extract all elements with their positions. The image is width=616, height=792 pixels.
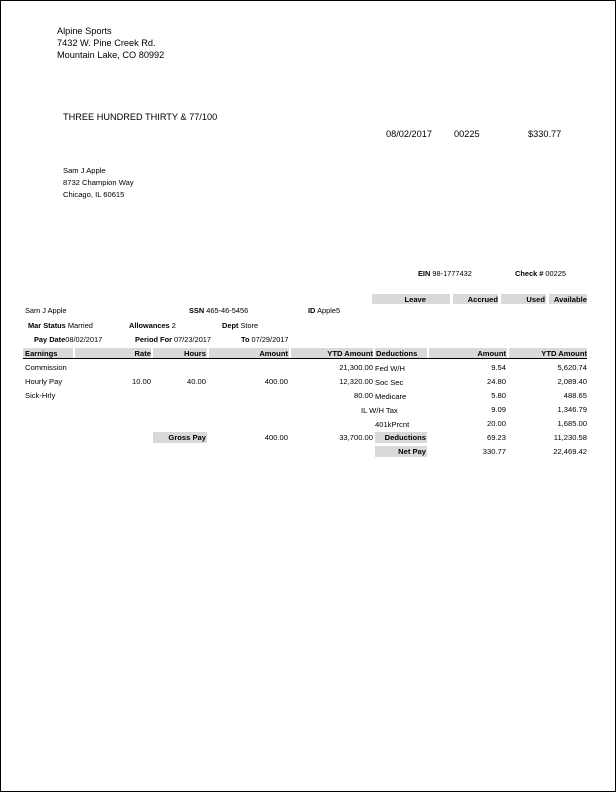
rate-header: Rate — [134, 349, 151, 358]
check-no-line — [515, 269, 566, 278]
id-line — [308, 306, 340, 315]
to-value: 07/29/2017 — [251, 335, 289, 344]
hours-header: Hours — [184, 349, 206, 358]
earning-amount: 400.00 — [264, 377, 288, 386]
period-for-value: 07/23/2017 — [174, 335, 212, 344]
ssn-line — [189, 306, 248, 315]
deduction-ytd: 2,089.40 — [557, 377, 587, 386]
deduction-ytd: 1,346.79 — [557, 405, 587, 414]
deduction-amount: 5.80 — [491, 391, 506, 400]
net-pay-label: Net Pay — [398, 447, 426, 456]
amount-header: Amount — [259, 349, 288, 358]
payee-city: Chicago, IL 60615 — [63, 190, 125, 199]
used-header: Used — [526, 295, 545, 304]
mar-status-label: Mar Status — [28, 321, 66, 330]
deductions-total-amount: 69.23 — [486, 433, 506, 442]
ein-line — [418, 269, 472, 278]
deduction-ytd: 488.65 — [563, 391, 587, 400]
accrued-header: Accrued — [467, 295, 498, 304]
company-city: Mountain Lake, CO 80992 — [57, 50, 165, 60]
period-for-label: Period For — [135, 335, 172, 344]
header-underline — [23, 358, 587, 359]
deduction-name: IL W/H Tax — [361, 406, 398, 415]
check-no-value: 00225 — [545, 269, 566, 278]
deduction-name: Medicare — [375, 392, 407, 401]
deduction-amount: 9.54 — [491, 363, 506, 372]
pay-date-value: 08/02/2017 — [65, 335, 103, 344]
earnings-header: Earnings — [25, 349, 58, 358]
ded-amount-header: Amount — [477, 349, 506, 358]
mar-status-line — [28, 321, 93, 330]
to-label: To — [241, 335, 250, 344]
id-value: Apple5 — [317, 306, 341, 315]
company-name: Alpine Sports — [57, 26, 112, 36]
earning-ytd: 12,320.00 — [339, 377, 373, 386]
gross-pay-label: Gross Pay — [168, 433, 206, 442]
dept-line — [222, 321, 258, 330]
allowances-line — [129, 321, 176, 330]
leave-header: Leave — [404, 295, 426, 304]
dept-label: Dept — [222, 321, 239, 330]
company-street: 7432 W. Pine Creek Rd. — [57, 38, 156, 48]
check-amount-words: THREE HUNDRED THIRTY & 77/100 — [63, 112, 218, 122]
deductions-header: Deductions — [376, 349, 418, 358]
employee-name: Sam J Apple — [25, 306, 67, 315]
deduction-name: Soc Sec — [375, 378, 404, 387]
net-pay-amount: 330.77 — [482, 447, 506, 456]
payee-street: 8732 Champion Way — [63, 178, 134, 187]
allowances-label: Allowances — [129, 321, 170, 330]
pay-date-label: Pay Date — [34, 335, 66, 344]
ein-value: 98-1777432 — [432, 269, 472, 278]
check-no-label: Check # — [515, 269, 544, 278]
pay-date-line — [34, 335, 102, 344]
net-pay-ytd: 22,469.42 — [553, 447, 587, 456]
earning-rate: 10.00 — [131, 377, 151, 386]
earning-name: Hourly Pay — [25, 377, 63, 386]
check-number: 00225 — [454, 129, 480, 139]
ytd-amount-header: YTD Amount — [327, 349, 373, 358]
available-header: Available — [553, 295, 587, 304]
allowances-value: 2 — [171, 321, 176, 330]
deduction-ytd: 5,620.74 — [557, 363, 587, 372]
payee-name: Sam J Apple — [63, 166, 106, 175]
ssn-value: 465-46-5456 — [206, 306, 249, 315]
gross-pay-ytd: 33,700.00 — [339, 433, 373, 442]
to-line — [241, 335, 289, 344]
earning-ytd: 80.00 — [353, 391, 373, 400]
deduction-name: 401kPrcnt — [375, 420, 410, 429]
id-label: ID — [308, 306, 316, 315]
deductions-total-ytd: 11,230.58 — [553, 433, 587, 442]
period-for-line — [135, 335, 211, 344]
ssn-label: SSN — [189, 306, 205, 315]
deduction-ytd: 1,685.00 — [557, 419, 587, 428]
earning-ytd: 21,300.00 — [339, 363, 373, 372]
deduction-amount: 20.00 — [486, 419, 506, 428]
mar-status-value: Married — [67, 321, 93, 330]
earning-name: Sick-Hrly — [25, 391, 56, 400]
check-date: 08/02/2017 — [386, 129, 432, 139]
earning-name: Commission — [25, 363, 67, 372]
deductions-total-label: Deductions — [384, 433, 426, 442]
ein-label: EIN — [418, 269, 431, 278]
dept-value: Store — [240, 321, 259, 330]
gross-pay-amount: 400.00 — [264, 433, 288, 442]
deduction-amount: 24.80 — [486, 377, 506, 386]
earning-hours: 40.00 — [186, 377, 206, 386]
deduction-amount: 9.09 — [491, 405, 506, 414]
check-amount: $330.77 — [528, 129, 562, 139]
deduction-name: Fed W/H — [375, 364, 405, 373]
ded-ytd-amount-header: YTD Amount — [541, 349, 587, 358]
